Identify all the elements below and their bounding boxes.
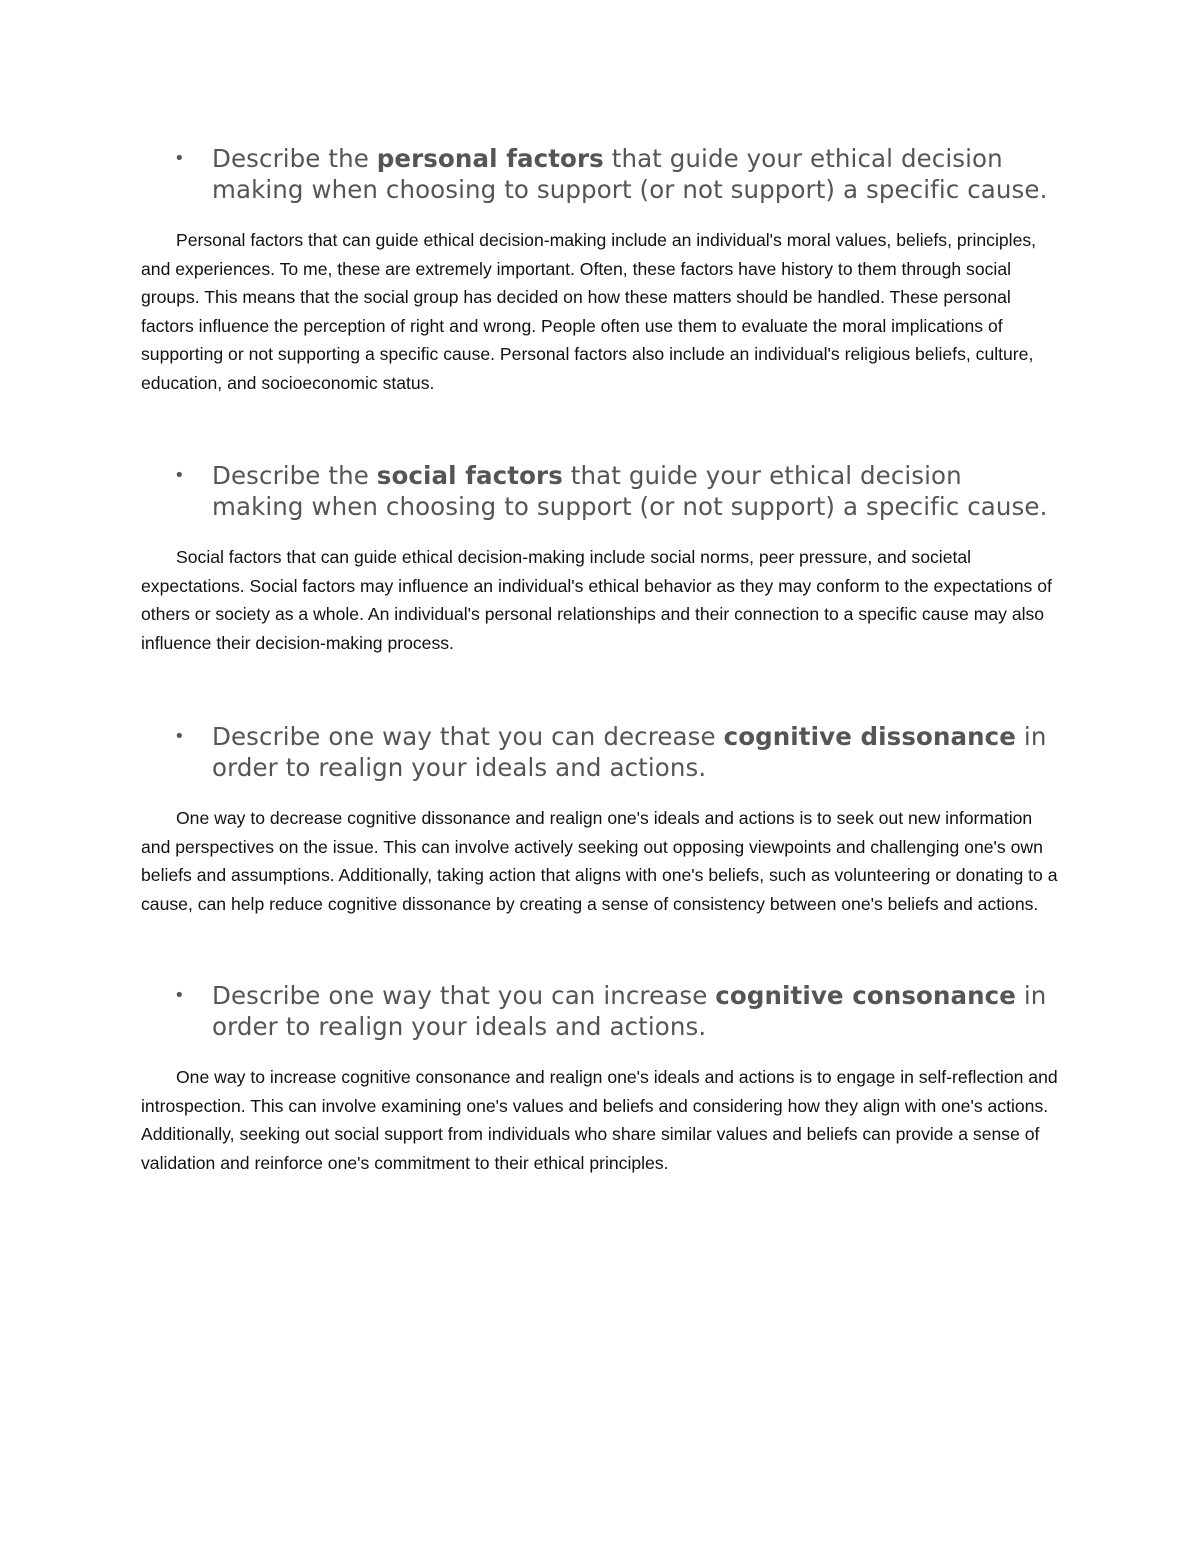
question-text-post: in order to realign your ideals and actions. [212, 981, 1047, 1041]
section-social-factors [141, 460, 1061, 675]
question-text-pre: Describe the [212, 144, 377, 173]
answer-paragraph: One way to increase cognitive consonance and realign one's ideals and actions is to engage in self-reflection and introspection. This can involve examining one's values and beliefs and considering how they align with one's actions. Additionally, seeking out social support from individuals who share similar values and beliefs can provide a sense of validation and reinforce one's commitment to their ethical principles. [141, 1067, 1058, 1173]
question-text-bold: cognitive dissonance [723, 722, 1017, 751]
section-cognitive-consonance [141, 980, 1061, 1195]
question-heading [141, 980, 1061, 1042]
question-text-bold: personal factors [376, 144, 604, 173]
answer-paragraph: One way to decrease cognitive dissonance and realign one's ideals and actions is to seek out new information and perspectives on the issue. This can involve actively seeking out opposing viewpoints and challenging one's own beliefs and assumptions. Additionally, taking action that aligns with one's beliefs, such as volunteering or donating to a cause, can help reduce cognitive dissonance by creating a sense of consistency between one's beliefs and actions. [141, 808, 1058, 914]
question-text-bold: cognitive consonance [715, 981, 1017, 1010]
question-heading [141, 143, 1061, 205]
question-text-post: that guide your ethical decision making when choosing to support (or not support) a specific cause. [212, 461, 1048, 521]
bullet-icon: • [174, 148, 185, 169]
question-heading [141, 460, 1061, 522]
bullet-icon: • [174, 465, 185, 486]
question-text-pre: Describe one way that you can decrease [212, 722, 724, 751]
question-heading [141, 721, 1061, 783]
section-cognitive-dissonance [141, 721, 1061, 936]
question-text-pre: Describe one way that you can increase [212, 981, 716, 1010]
section-personal-factors [141, 143, 1061, 415]
bullet-icon: • [174, 985, 185, 1006]
bullet-icon: • [174, 726, 185, 747]
question-text-post: that guide your ethical decision making when choosing to support (or not support) a specific cause. [212, 144, 1048, 204]
answer-paragraph: Personal factors that can guide ethical decision-making include an individual's moral values, beliefs, principles, and experiences. To me, these are extremely important. Often, these factors have history to them through social groups. This means that the social group has decided on how these matters should be handled. These personal factors influence the perception of right and wrong. People often use them to evaluate the moral implications of supporting or not supporting a specific cause. Personal factors also include an individual's religious beliefs, culture, education, and socioeconomic status. [141, 230, 1037, 393]
question-text-pre: Describe the [212, 461, 377, 490]
question-text-bold: social factors [376, 461, 563, 490]
question-text-post: in order to realign your ideals and actions. [212, 722, 1047, 782]
answer-paragraph: Social factors that can guide ethical decision-making include social norms, peer pressure, and societal expectations. Social factors may influence an individual's ethical behavior as they may conform to the expectations of others or society as a whole. An individual's personal relationships and their connection to a specific cause may also influence their decision-making process. [141, 547, 1052, 653]
